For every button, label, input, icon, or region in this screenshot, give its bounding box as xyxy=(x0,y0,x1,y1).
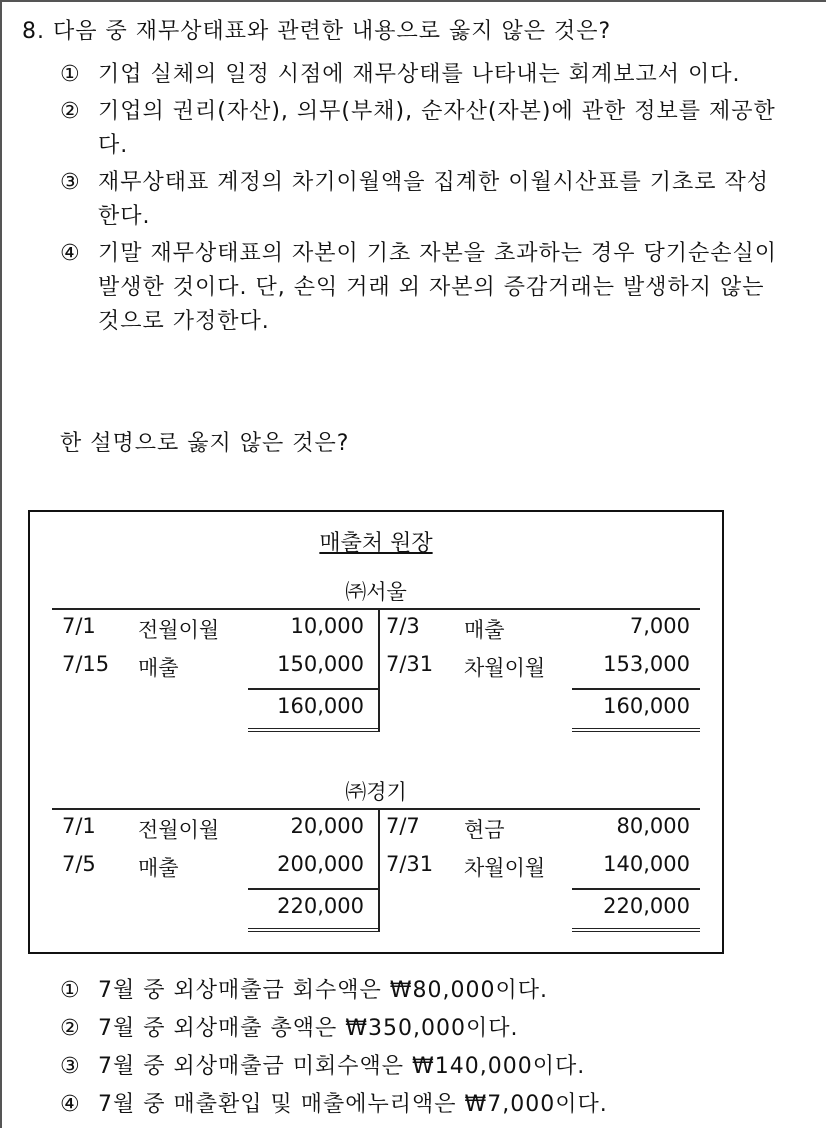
question-options xyxy=(60,58,780,342)
debit-desc: 매출 xyxy=(138,656,179,680)
credit-desc: 매출 xyxy=(464,618,505,642)
answer-options xyxy=(60,972,780,1124)
debit-date: 7/1 xyxy=(62,814,96,838)
double-line-left xyxy=(248,928,378,932)
table-row xyxy=(52,848,700,884)
double-line-left xyxy=(248,728,378,732)
credit-amount: 80,000 xyxy=(616,814,690,838)
table-row xyxy=(52,610,700,646)
credit-desc: 차월이월 xyxy=(464,856,546,880)
credit-date: 7/31 xyxy=(386,852,434,876)
table-row xyxy=(52,810,700,846)
option-number: ① xyxy=(60,62,81,87)
answer-4 xyxy=(60,1086,780,1124)
account-name-gyeonggi: ㈜경기 xyxy=(345,780,407,804)
debit-date: 7/15 xyxy=(62,652,110,676)
answer-text: 7월 중 외상매출금 회수액은 ₩80,000이다. xyxy=(98,978,548,1003)
ledger-box xyxy=(28,510,724,954)
answer-text: 7월 중 매출환입 및 매출에누리액은 ₩7,000이다. xyxy=(98,1092,608,1117)
ledger-title: 매출처 원장 xyxy=(319,531,433,556)
option-text: 기업 실체의 일정 시점에 재무상태를 나타내는 회계보고서 이다. xyxy=(98,62,741,87)
credit-amount: 140,000 xyxy=(603,852,690,876)
debit-amount: 200,000 xyxy=(277,852,364,876)
debit-amount: 150,000 xyxy=(277,652,364,676)
credit-date: 7/31 xyxy=(386,652,434,676)
double-line-right xyxy=(572,928,700,932)
answer-number: ② xyxy=(60,1016,81,1041)
debit-date: 7/5 xyxy=(62,852,96,876)
answer-1 xyxy=(60,972,780,1010)
debit-amount: 10,000 xyxy=(290,614,364,638)
debit-date: 7/1 xyxy=(62,614,96,638)
option-number: ③ xyxy=(60,170,81,195)
credit-amount: 153,000 xyxy=(603,652,690,676)
answer-text: 7월 중 외상매출금 미회수액은 ₩140,000이다. xyxy=(98,1054,586,1079)
option-number: ④ xyxy=(60,241,81,266)
option-text: 재무상태표 계정의 차기이월액을 집계한 이월시산표를 기초로 작성한다. xyxy=(98,170,770,229)
total-right: 160,000 xyxy=(603,694,690,718)
credit-date: 7/3 xyxy=(386,614,420,638)
option-1 xyxy=(60,58,780,92)
answer-number: ④ xyxy=(60,1092,81,1117)
question-title: 8. 다음 중 재무상태표와 관련한 내용으로 옳지 않은 것은? xyxy=(22,19,612,44)
answer-2 xyxy=(60,1010,780,1048)
credit-desc: 현금 xyxy=(464,818,505,842)
table-row xyxy=(52,648,700,684)
double-line-right xyxy=(572,728,700,732)
answer-number: ① xyxy=(60,978,81,1003)
answer-text: 7월 중 외상매출 총액은 ₩350,000이다. xyxy=(98,1016,519,1041)
total-right: 220,000 xyxy=(603,894,690,918)
debit-desc: 매출 xyxy=(138,856,179,880)
answer-3 xyxy=(60,1048,780,1086)
question2-text: 한 설명으로 옳지 않은 것은? xyxy=(60,431,350,456)
debit-amount: 20,000 xyxy=(290,814,364,838)
debit-desc: 전월이월 xyxy=(138,618,220,642)
account-name-seoul: ㈜서울 xyxy=(345,580,407,604)
total-left: 220,000 xyxy=(277,894,364,918)
option-2 xyxy=(60,95,780,163)
total-left: 160,000 xyxy=(277,694,364,718)
credit-amount: 7,000 xyxy=(629,614,690,638)
option-text: 기업의 권리(자산), 의무(부채), 순자산(자본)에 관한 정보를 제공한다. xyxy=(98,99,776,158)
answer-number: ③ xyxy=(60,1054,81,1079)
credit-desc: 차월이월 xyxy=(464,656,546,680)
option-number: ② xyxy=(60,99,81,124)
option-4 xyxy=(60,237,780,339)
total-row xyxy=(52,690,700,726)
option-3 xyxy=(60,166,780,234)
option-text: 기말 재무상태표의 자본이 기초 자본을 초과하는 경우 당기순손실이 발생한 것이다. 단, 손익 거래 외 자본의 증감거래는 발생하지 않는 것으로 가정한다. xyxy=(98,241,778,334)
debit-desc: 전월이월 xyxy=(138,818,220,842)
total-row xyxy=(52,890,700,926)
credit-date: 7/7 xyxy=(386,814,420,838)
